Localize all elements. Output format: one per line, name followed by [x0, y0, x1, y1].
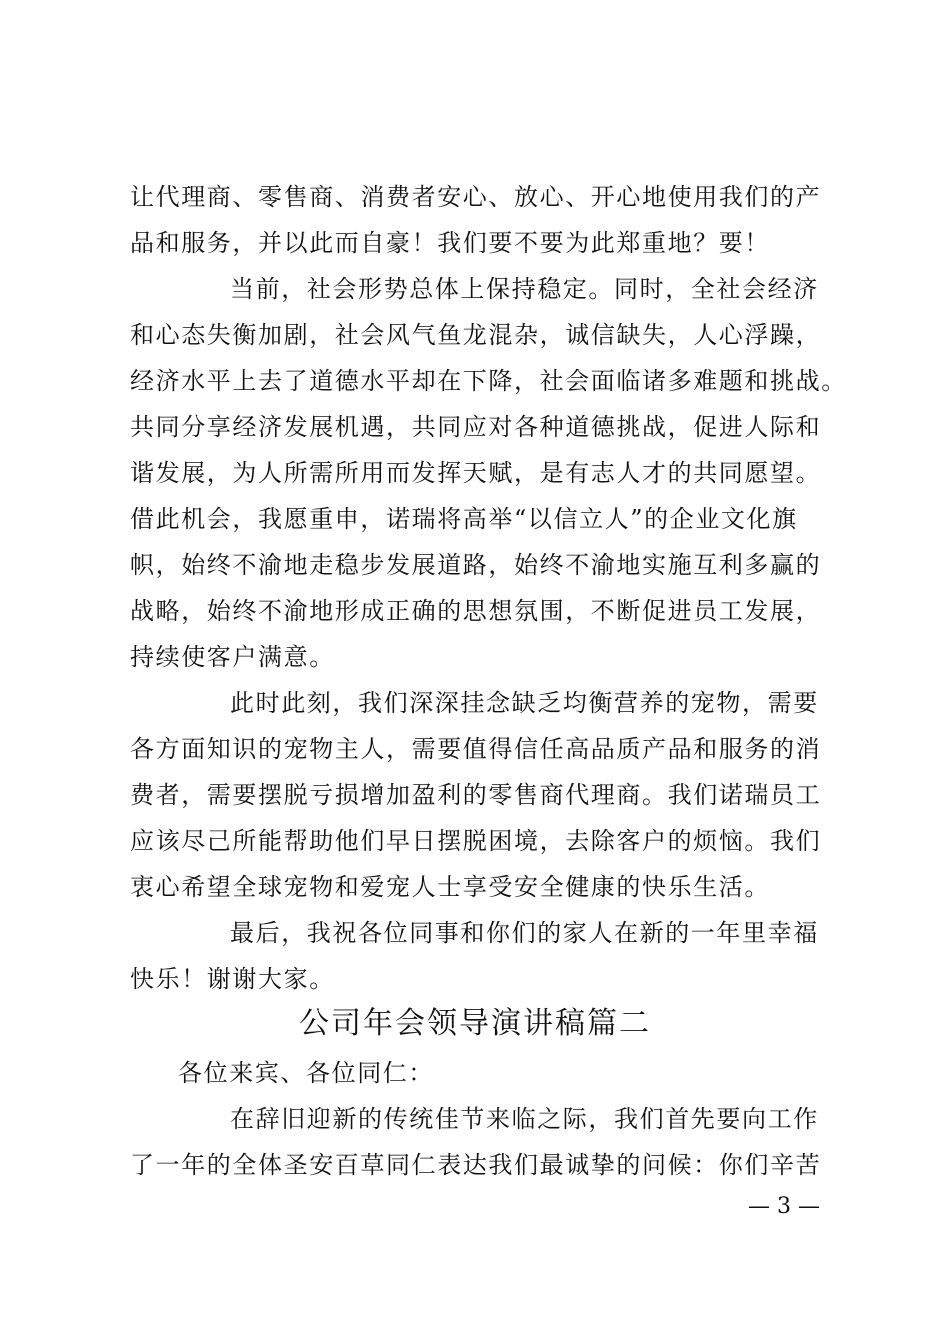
section-title: 公司年会领导演讲稿篇二: [299, 1006, 651, 1041]
paragraph-line: 当前，社会形势总体上保持稳定。同时，全社会经济: [230, 275, 819, 303]
paragraph-line: 借此机会，我愿重申，诺瑞将高举“以信立人”的企业文化旗: [130, 505, 798, 533]
paragraph-line: 各方面知识的宠物主人，需要值得信任高品质产品和服务的消: [130, 735, 822, 763]
paragraph-line: 让代理商、零售商、消费者安心、放心、开心地使用我们的产: [130, 183, 822, 211]
paragraph-line: 品和服务，并以此而自豪！我们要不要为此郑重地？要！: [130, 229, 770, 257]
salutation: 各位来宾、各位同仁：: [178, 1059, 434, 1087]
paragraph-line: 谐发展，为人所需所用而发挥天赋，是有志人才的共同愿望。: [130, 459, 822, 487]
paragraph-line: 快乐！谢谢大家。: [130, 965, 335, 993]
paragraph-line: 最后，我祝各位同事和你们的家人在新的一年里幸福: [230, 919, 819, 947]
paragraph-line: 战略，始终不渝地形成正确的思想氛围，不断促进员工发展，: [130, 597, 822, 625]
paragraph-line: 持续使客户满意。: [130, 643, 335, 671]
paragraph-line: 费者，需要摆脱亏损增加盈利的零售商代理商。我们诺瑞员工: [130, 781, 822, 809]
paragraph-line: 了一年的全体圣安百草同仁表达我们最诚挚的问候：你们辛苦: [130, 1151, 822, 1179]
paragraph-line: 共同分享经济发展机遇，共同应对各种道德挑战，促进人际和: [130, 413, 822, 441]
paragraph-line: 衷心希望全球宠物和爱宠人士享受安全健康的快乐生活。: [130, 873, 770, 901]
paragraph-line: 在辞旧迎新的传统佳节来临之际，我们首先要向工作: [230, 1105, 819, 1133]
paragraph-line: 帜，始终不渝地走稳步发展道路，始终不渝地实施互利多赢的: [130, 551, 822, 579]
paragraph-line: 此时此刻，我们深深挂念缺乏均衡营养的宠物，需要: [230, 689, 819, 717]
paragraph-line: 和心态失衡加剧，社会风气鱼龙混杂，诚信缺失，人心浮躁，: [130, 321, 822, 349]
paragraph-line: 经济水平上去了道德水平却在下降，社会面临诸多难题和挑战。: [130, 367, 847, 395]
paragraph-line: 应该尽己所能帮助他们早日摆脱困境，去除客户的烦恼。我们: [130, 827, 822, 855]
page-number: — 3 —: [748, 1194, 820, 1219]
